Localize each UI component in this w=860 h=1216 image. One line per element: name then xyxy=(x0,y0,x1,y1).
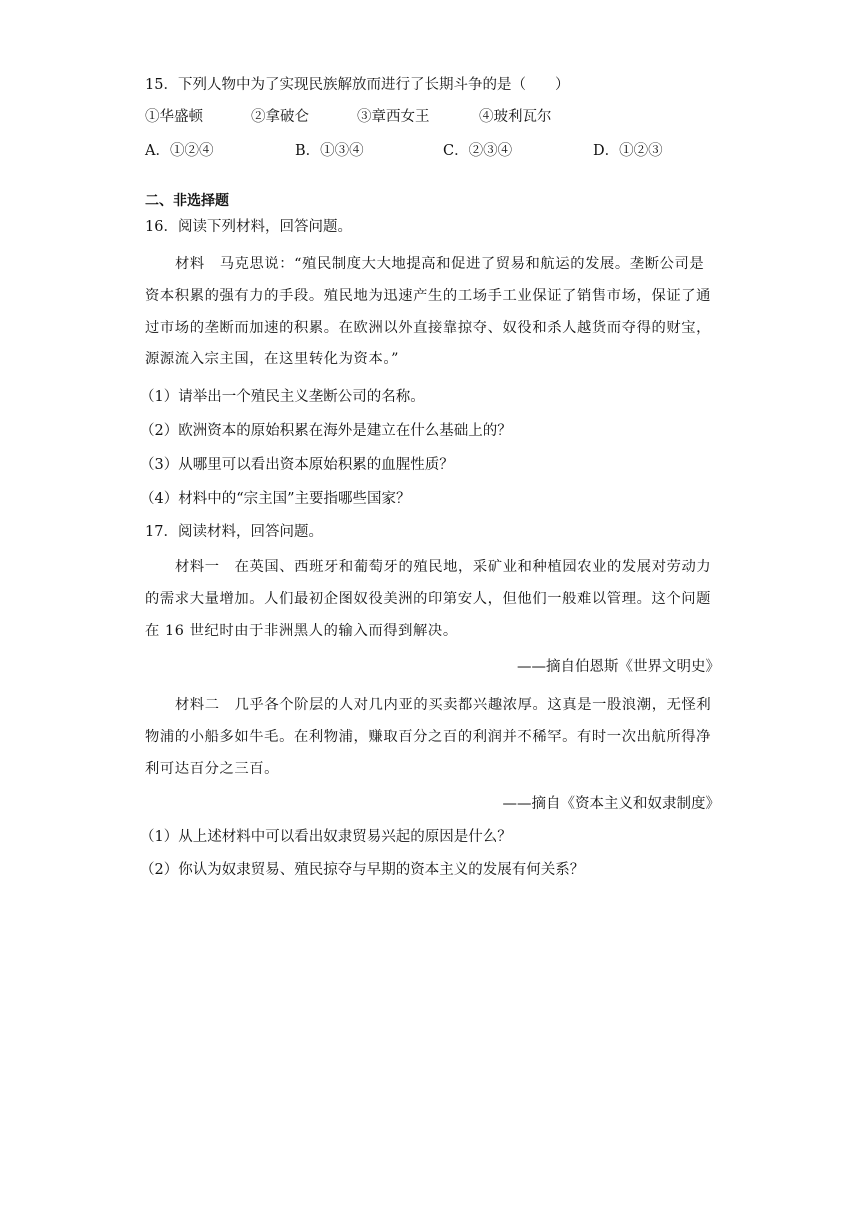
q15-item-4: ④玻利瓦尔 xyxy=(479,109,552,125)
q16-question-3: （3）从哪里可以看出资本原始积累的血腥性质？ xyxy=(140,457,454,473)
q16-material-line: 过市场的垄断而加速的积累。在欧洲以外直接靠掠夺、奴役和杀人越货而夺得的财宝， xyxy=(145,320,712,336)
q15-stem: 15．下列人物中为了实现民族解放而进行了长期斗争的是（ ） xyxy=(145,77,570,93)
q16-question-2: （2）欧洲资本的原始积累在海外是建立在什么基础上的？ xyxy=(140,423,512,439)
q15-option-c: C．②③④ xyxy=(443,143,513,159)
q16-material-line: 资本积累的强有力的手段。殖民地为迅速产生的工场手工业保证了销售市场，保证了通 xyxy=(145,288,712,304)
q17-material1-source: ——摘自伯恩斯《世界文明史》 xyxy=(517,659,720,675)
q17-material2-line: 利可达百分之三百。 xyxy=(145,761,280,777)
q17-material2-line: 物浦的小船多如牛毛。在利物浦，赚取百分之百的利润并不稀罕。有时一次出航所得净 xyxy=(145,729,712,745)
q17-material1-line: 的需求大量增加。人们最初企图奴役美洲的印第安人，但他们一般难以管理。这个问题 xyxy=(145,591,712,607)
q15-item-3: ③章西女王 xyxy=(357,109,430,125)
q15-option-b: B．①③④ xyxy=(295,143,364,159)
section-heading: 二、非选择题 xyxy=(145,193,229,209)
q17-question-2: （2）你认为奴隶贸易、殖民掠夺与早期的资本主义的发展有何关系？ xyxy=(140,862,585,878)
q16-question-1: （1）请举出一个殖民主义垄断公司的名称。 xyxy=(140,389,425,405)
q17-material2-source: ——摘自《资本主义和奴隶制度》 xyxy=(502,796,720,812)
q16-stem: 16．阅读下列材料，回答问题。 xyxy=(145,219,352,235)
q16-material-line: 源源流入宗主国，在这里转化为资本。” xyxy=(145,351,400,367)
q16-question-4: （4）材料中的“宗主国”主要指哪些国家？ xyxy=(140,491,411,507)
q15-option-a: A．①②④ xyxy=(145,143,214,159)
q17-material1-line: 在 16 世纪时由于非洲黑人的输入而得到解决。 xyxy=(145,623,458,639)
q15-item-2: ②拿破仑 xyxy=(251,109,309,125)
q17-material1-line: 材料一 在英国、西班牙和葡萄牙的殖民地，采矿业和种植园农业的发展对劳动力 xyxy=(175,559,712,575)
q17-stem: 17．阅读材料，回答问题。 xyxy=(145,524,323,540)
q17-material2-line: 材料二 几乎各个阶层的人对几内亚的买卖都兴趣浓厚。这真是一股浪潮，无怪利 xyxy=(175,697,712,713)
q15-item-1: ①华盛顿 xyxy=(145,109,203,125)
q17-question-1: （1）从上述材料中可以看出奴隶贸易兴起的原因是什么？ xyxy=(140,829,512,845)
q16-material-line: 材料 马克思说：“殖民制度大大地提高和促进了贸易和航运的发展。垄断公司是 xyxy=(175,256,705,272)
q15-option-d: D．①②③ xyxy=(593,143,663,159)
